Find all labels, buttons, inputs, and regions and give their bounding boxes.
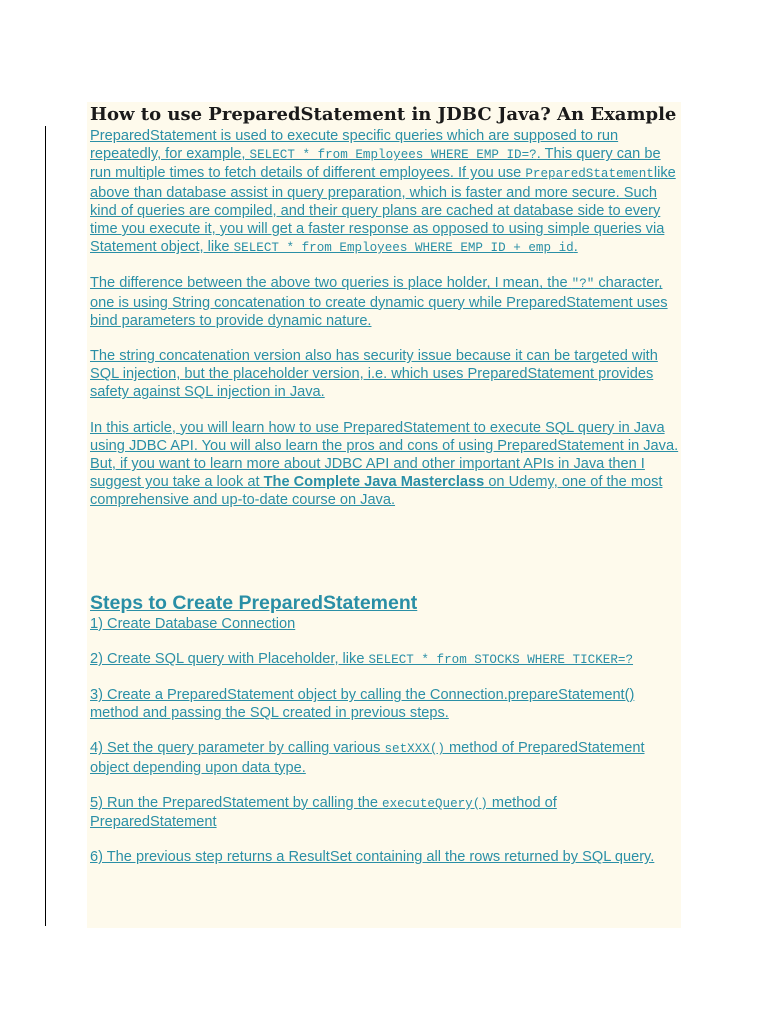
course-link[interactable]: The Complete Java Masterclass bbox=[263, 474, 485, 491]
scope-text-1: In this article, you will learn how to use PreparedStatement to execute SQL query in Java using JDBC API. You will also learn the pros and cons of using PreparedStatement in Java. But, if you want to learn more about JDBC API and other important APIs in Java then I suggest you take a look at bbox=[90, 419, 679, 491]
article-title: How to use PreparedStatement in JDBC Java? An Example bbox=[90, 104, 677, 125]
code-select-employees: SELECT * from Employees WHERE EMP_ID=? bbox=[249, 148, 537, 163]
spacer bbox=[90, 510, 681, 591]
step-1[interactable]: 1) Create Database Connection bbox=[90, 615, 296, 632]
step-4-text-2: method of PreparedStatement object depending upon data type. bbox=[90, 740, 645, 776]
code-question-mark: "?" bbox=[571, 277, 595, 292]
spacer bbox=[90, 831, 681, 848]
article-scope-paragraph[interactable] bbox=[90, 419, 680, 510]
step-6[interactable]: 6) The previous step returns a ResultSet containing all the rows returned by SQL query. bbox=[90, 849, 655, 866]
step-4-text-1: 4) Set the query parameter by calling various bbox=[90, 740, 385, 757]
article-content bbox=[87, 102, 681, 928]
step-5-text-2: method of PreparedStatement bbox=[90, 794, 557, 831]
spacer bbox=[90, 722, 681, 739]
spacer bbox=[90, 633, 681, 650]
difference-text-1: The difference between the above two queries is place holder, I mean, the bbox=[90, 275, 572, 292]
spacer bbox=[90, 669, 681, 686]
intro-text-1: PreparedStatement is used to execute specific queries which are supposed to run repeatedly, for example, bbox=[90, 128, 619, 163]
spacer bbox=[90, 330, 681, 347]
step-2[interactable] bbox=[90, 650, 680, 669]
step-5-text-1: 5) Run the PreparedStatement by calling the bbox=[90, 794, 383, 811]
code-executequery: executeQuery() bbox=[382, 796, 488, 811]
code-select-stocks: SELECT * from STOCKS WHERE TICKER=? bbox=[368, 652, 634, 667]
difference-text-2: character, one is using String concatenation to create dynamic query while PreparedStatement uses bind parameters to provide dynamic nature. bbox=[90, 275, 668, 329]
intro-text-4: . bbox=[573, 239, 578, 256]
security-paragraph[interactable]: The string concatenation version also has security issue because it can be targeted with SQL injection, but the placeholder version, i.e. which uses PreparedStatement provides safety against SQL injection in Java. bbox=[90, 348, 658, 401]
code-select-concat: SELECT * from Employees WHERE EMP_ID + emp_id bbox=[233, 241, 574, 256]
scope-text-2: on Udemy, one of the most comprehensive and up-to-date course on Java. bbox=[90, 474, 663, 509]
code-setxxx: setXXX() bbox=[384, 742, 445, 757]
steps-heading[interactable]: Steps to Create PreparedStatement bbox=[90, 591, 418, 614]
intro-text-3: like above than database assist in query preparation, which is faster and more secure. Such kind of queries are compiled, and their query plans are cached at database side to every time you execute it, you will get a faster response as opposed to using simple queries via Statement object, like bbox=[90, 165, 676, 256]
margin-rule bbox=[45, 126, 46, 926]
difference-paragraph[interactable] bbox=[90, 274, 680, 330]
step-4[interactable] bbox=[90, 739, 680, 776]
step-5[interactable] bbox=[90, 794, 680, 831]
spacer bbox=[90, 402, 681, 419]
step-2-text: 2) Create SQL query with Placeholder, like bbox=[90, 650, 369, 667]
code-preparedstatement: PreparedStatement bbox=[525, 167, 654, 182]
step-3[interactable]: 3) Create a PreparedStatement object by calling the Connection.prepareStatement() method and passing the SQL created in previous steps. bbox=[90, 687, 635, 722]
spacer bbox=[90, 777, 681, 794]
intro-paragraph[interactable] bbox=[90, 127, 680, 257]
spacer bbox=[90, 257, 681, 274]
intro-text-2: . This query can be run multiple times to fetch details of different employees. If you use bbox=[90, 146, 661, 182]
